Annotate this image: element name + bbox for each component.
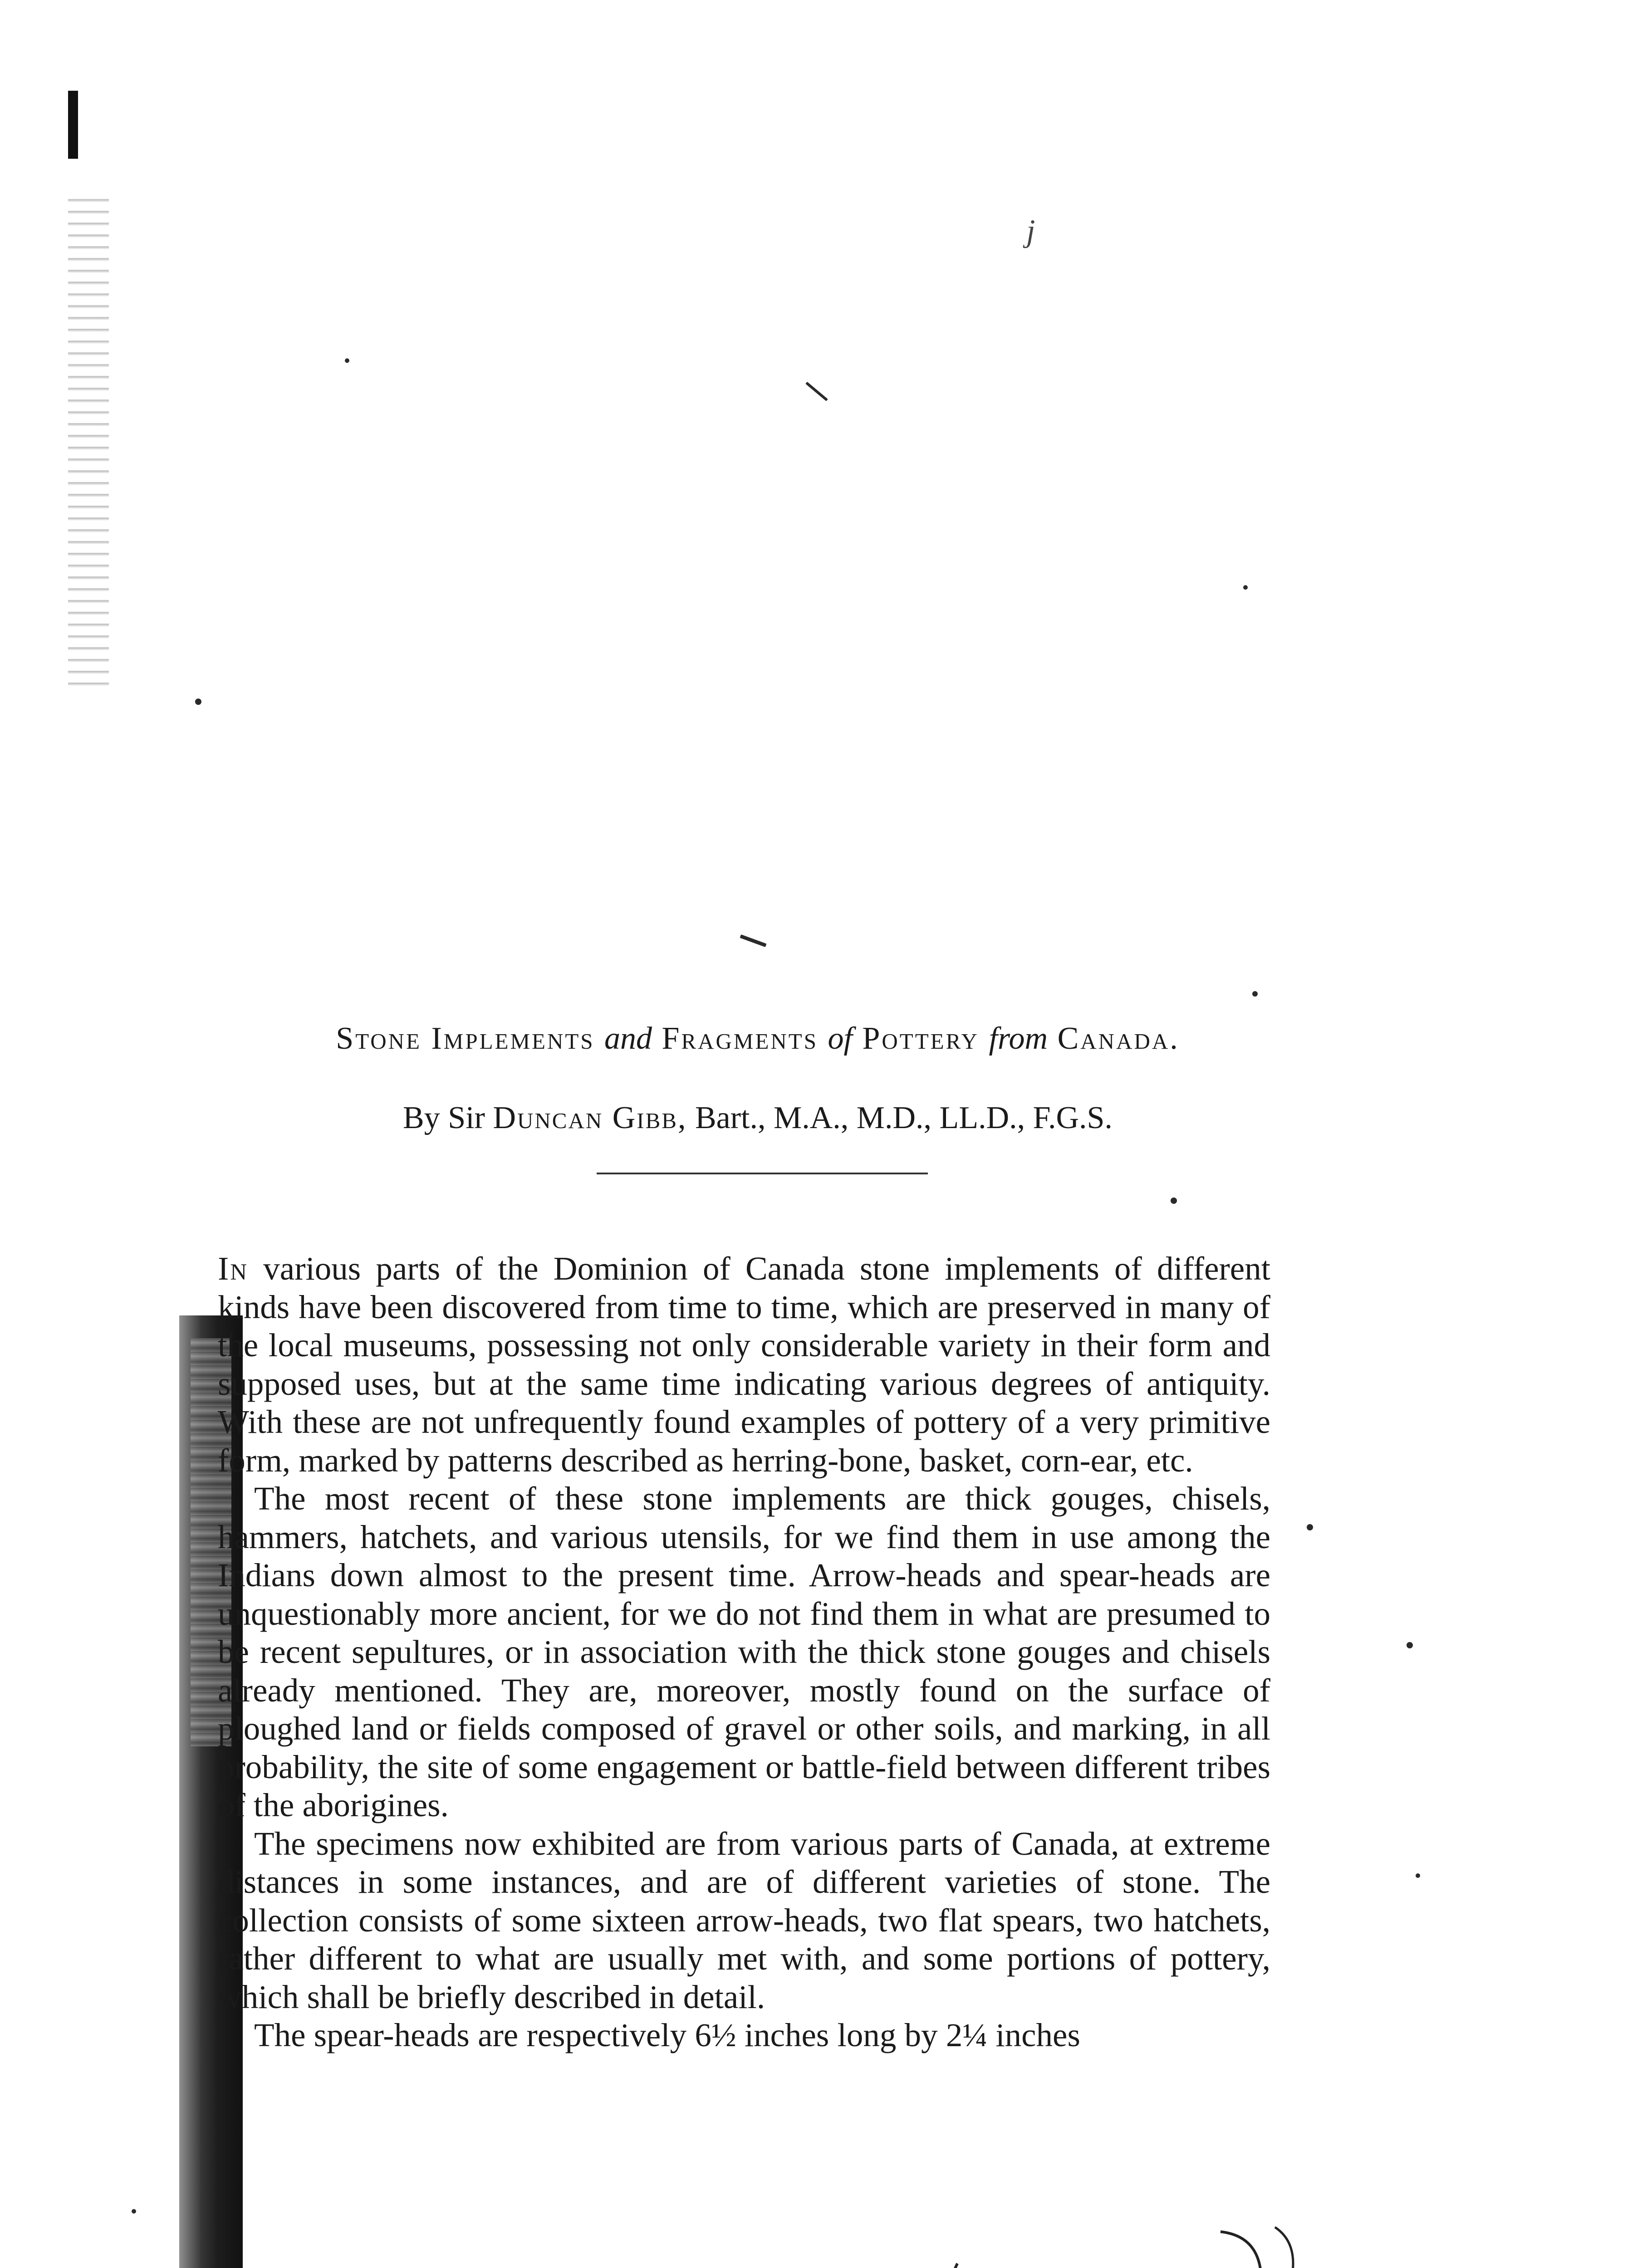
paragraph — [218, 1250, 1270, 1480]
drop-word: In — [218, 1250, 249, 1287]
title-segment: Pottery — [862, 1021, 979, 1056]
speck — [345, 358, 349, 363]
title-segment: Canada. — [1057, 1021, 1180, 1056]
author-name: Duncan Gibb, — [493, 1100, 687, 1135]
author-byline — [213, 1100, 1302, 1136]
speck — [1307, 1524, 1313, 1530]
pencil-scribble — [853, 2236, 989, 2268]
title-connector: of — [828, 1021, 853, 1056]
paragraph: The most recent of these stone implements are thick gouges, chisels, hammers, hatchets, and various utensils, for we find them in use among the Indians down almost to the present time. Arrow-heads and spear-heads are unquestionably more ancient, for we do not find them in what are presumed to be recent sepultures, or in association with the thick stone gouges and chisels already mentioned. They are, moreover, mostly found on the surface of ploughed land or fields composed of gravel or other soils, and marking, in all probability, the site of some engagement or battle-field between different tribes of the aborigines. — [218, 1480, 1270, 1823]
scan-edge-noise — [68, 191, 109, 689]
speck — [1243, 585, 1248, 590]
speck — [1252, 991, 1258, 997]
title-segment: Fragments — [662, 1021, 818, 1056]
speck — [195, 699, 201, 705]
paragraph: The spear-heads are respectively 6½ inches long by 2¼ inches — [254, 2017, 1080, 2053]
paragraph: The specimens now exhibited are from various parts of Canada, at extreme distances in some instances, and are of different varieties of stone. The collection consists of some sixteen arrow-heads, two flat spears, two hatchets, rather different to what are usually met with, and some portions of pottery, which shall be briefly described in detail. — [218, 1825, 1270, 2015]
speck — [1171, 1198, 1177, 1204]
speck — [1416, 1873, 1420, 1878]
title-connector: and — [604, 1021, 652, 1056]
pencil-mark-letter: j — [1026, 214, 1035, 249]
speck — [1407, 1642, 1413, 1648]
byline-prefix: By Sir — [403, 1100, 493, 1135]
speck — [740, 934, 766, 947]
pencil-scribble — [1270, 2223, 1307, 2268]
article-body — [218, 1250, 1270, 2055]
scan-edge-mark — [68, 91, 78, 159]
speck — [805, 381, 828, 401]
author-credentials: Bart., M.A., M.D., LL.D., F.G.S. — [687, 1100, 1113, 1135]
title-segment: Stone Implements — [336, 1021, 595, 1056]
speck — [132, 2209, 136, 2214]
paragraph-text: various parts of the Dominion of Canada stone implements of different kinds have been discovered from time to time, which are preserved in many of the local museums, possessing not only considerable variety in their form and supposed uses, but at the same time indicating various degrees of antiquity. With these are not unfrequently found examples of pottery of a very primitive form, marked by patterns described as herring-bone, basket, corn-ear, etc. — [218, 1250, 1270, 1479]
heading-rule — [597, 1173, 928, 1174]
title-connector: from — [989, 1021, 1048, 1056]
article-title — [213, 1021, 1302, 1057]
